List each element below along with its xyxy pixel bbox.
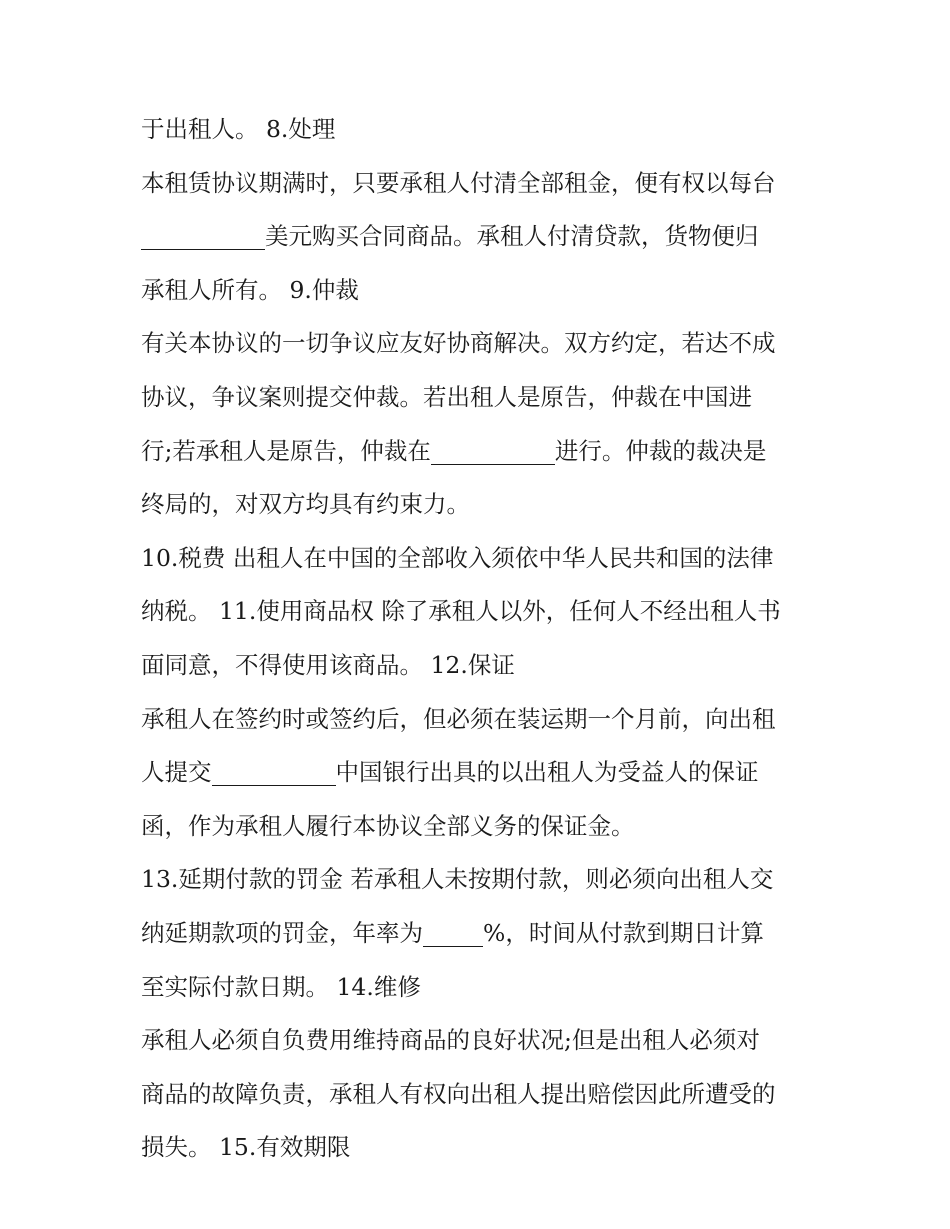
- text-fragment: 中国银行出具的以出租人为受益人的保证: [335, 758, 759, 787]
- text-line: 商品的故障负责，承租人有权向出租人提出赔偿因此所遭受的: [141, 1079, 776, 1108]
- text-line: 承租人必须自负费用维持商品的良好状况;但是出租人必须对: [141, 1026, 760, 1055]
- text-line: 承租人所有。 9.仲裁: [141, 275, 359, 304]
- fill-in-blank: [423, 916, 483, 947]
- text-line: 于出租人。 8.处理: [141, 115, 336, 143]
- text-line: 承租人在签约时或签约后，但必须在装运期一个月前，向出租: [141, 704, 776, 733]
- fill-in-blank: [431, 434, 555, 465]
- contract-text-body: [141, 108, 821, 1180]
- text-line: 函，作为承租人履行本协议全部义务的保证金。: [141, 811, 635, 840]
- text-line: 面同意，不得使用该商品。 12.保证: [141, 650, 515, 679]
- fill-in-blank: [212, 755, 336, 786]
- text-line: 协议，争议案则提交仲裁。若出租人是原告，仲裁在中国进: [141, 382, 752, 411]
- text-line: 至实际付款日期。 14.维修: [141, 972, 421, 1001]
- text-fragment: 美元购买合同商品。承租人付清贷款，货物便归: [265, 222, 759, 251]
- text-line: [141, 912, 821, 966]
- text-fragment: 进行。仲裁的裁决是: [554, 436, 767, 465]
- text-line: 纳税。 11.使用商品权 除了承租人以外，任何人不经出租人书: [141, 597, 781, 626]
- text-line: [141, 430, 821, 484]
- text-line: 本租赁协议期满时，只要承租人付清全部租金，便有权以每台: [141, 168, 776, 197]
- text-line: 13.延期付款的罚金 若承租人未按期付款，则必须向出租人交: [141, 865, 774, 894]
- text-line: 损失。 15.有效期限: [141, 1133, 351, 1162]
- text-line: 10.税费 出租人在中国的全部收入须依中华人民共和国的法律: [141, 543, 774, 572]
- text-line: 有关本协议的一切争议应友好协商解决。双方约定，若达不成: [141, 329, 776, 358]
- text-line: [141, 215, 821, 269]
- text-fragment: %，时间从付款到期日计算: [483, 918, 764, 947]
- fill-in-blank: [141, 219, 265, 250]
- text-fragment: 人提交: [141, 758, 212, 787]
- text-line: 终局的，对双方均具有约束力。: [141, 490, 470, 519]
- text-fragment: 纳延期款项的罚金，年率为: [141, 918, 423, 947]
- text-line: [141, 751, 821, 805]
- text-fragment: 行;若承租人是原告，仲裁在: [141, 436, 431, 465]
